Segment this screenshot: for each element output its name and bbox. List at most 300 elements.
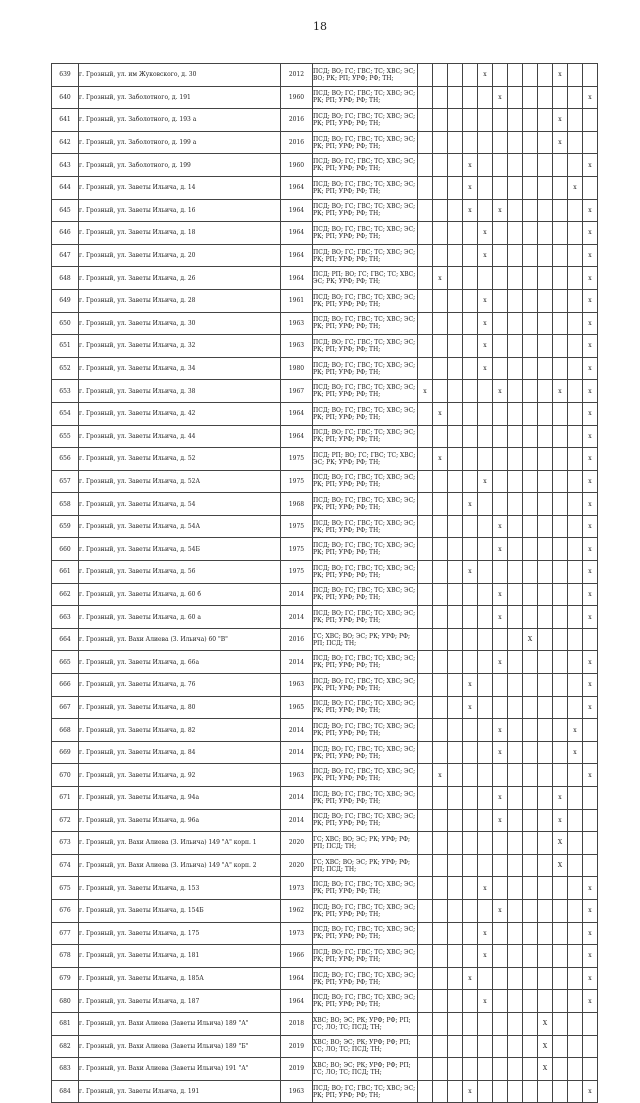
- year-mark-cell: [448, 764, 463, 787]
- year-cell: 1964: [281, 402, 313, 425]
- year-mark-cell: [538, 380, 553, 403]
- row-number-cell: 670: [52, 764, 79, 787]
- year-mark-cell: [433, 86, 448, 109]
- year-mark-cell: [448, 131, 463, 154]
- year-mark-cell: [418, 493, 433, 516]
- year-mark-cell: x: [553, 131, 568, 154]
- year-mark-cell: [433, 854, 448, 877]
- year-cell: 1966: [281, 945, 313, 968]
- year-mark-cell: x: [493, 606, 508, 629]
- work-codes-cell: ХВС; ВО; ЭС; РК; УРФ; РФ; РП; ГС; ЛО; ТС; ПСД; ТН;: [313, 1058, 418, 1081]
- year-mark-cell: [433, 131, 448, 154]
- year-mark-cell: [418, 945, 433, 968]
- year-mark-cell: [478, 561, 493, 584]
- address-cell: г. Грозный, ул. Заветы Ильича, д. 185А: [79, 967, 281, 990]
- year-mark-cell: [508, 922, 523, 945]
- year-mark-cell: [418, 628, 433, 651]
- year-mark-cell: [538, 493, 553, 516]
- table-row: [52, 222, 598, 245]
- address-cell: г. Грозный, ул. Заветы Ильича, д. 14: [79, 176, 281, 199]
- year-mark-cell: [538, 402, 553, 425]
- year-mark-cell: [418, 64, 433, 87]
- year-mark-cell: [523, 1058, 538, 1081]
- year-mark-cell: [433, 967, 448, 990]
- year-mark-cell: x: [583, 86, 598, 109]
- year-cell: 2014: [281, 809, 313, 832]
- year-mark-cell: x: [493, 86, 508, 109]
- year-mark-cell: [583, 64, 598, 87]
- year-mark-cell: [553, 696, 568, 719]
- row-number-cell: 677: [52, 922, 79, 945]
- work-codes-cell: ПСД; ВО; ГС; ГВС; ТС; ХВС; ЭС; РК; РП; УРФ; РФ; ТН;: [313, 357, 418, 380]
- year-mark-cell: x: [583, 606, 598, 629]
- year-mark-cell: [523, 515, 538, 538]
- year-mark-cell: [508, 990, 523, 1013]
- year-mark-cell: [508, 470, 523, 493]
- row-number-cell: 668: [52, 719, 79, 742]
- year-mark-cell: [553, 1012, 568, 1035]
- year-mark-cell: [463, 922, 478, 945]
- year-mark-cell: [493, 176, 508, 199]
- year-mark-cell: x: [583, 877, 598, 900]
- year-mark-cell: [478, 854, 493, 877]
- address-cell: г. Грозный, ул. Заветы Ильича, д. 181: [79, 945, 281, 968]
- year-mark-cell: [538, 741, 553, 764]
- year-mark-cell: x: [583, 335, 598, 358]
- year-mark-cell: [553, 741, 568, 764]
- year-mark-cell: [448, 628, 463, 651]
- year-mark-cell: [463, 515, 478, 538]
- year-mark-cell: [448, 199, 463, 222]
- year-mark-cell: [478, 154, 493, 177]
- year-cell: 1964: [281, 199, 313, 222]
- year-mark-cell: [523, 561, 538, 584]
- year-mark-cell: [523, 719, 538, 742]
- year-mark-cell: x: [478, 64, 493, 87]
- row-number-cell: 683: [52, 1058, 79, 1081]
- year-cell: 1973: [281, 922, 313, 945]
- year-mark-cell: [568, 651, 583, 674]
- year-mark-cell: [508, 131, 523, 154]
- year-mark-cell: [508, 741, 523, 764]
- year-cell: 1975: [281, 538, 313, 561]
- year-mark-cell: [553, 244, 568, 267]
- year-mark-cell: [418, 1035, 433, 1058]
- year-mark-cell: [478, 899, 493, 922]
- address-cell: г. Грозный, ул. Заветы Ильича, д. 34: [79, 357, 281, 380]
- year-mark-cell: [568, 86, 583, 109]
- year-mark-cell: [463, 470, 478, 493]
- year-mark-cell: [493, 267, 508, 290]
- year-mark-cell: [568, 470, 583, 493]
- year-cell: 1960: [281, 154, 313, 177]
- work-codes-cell: ПСД; ВО; ГС; ГВС; ТС; ХВС; ЭС; РК; РП; УРФ; РФ; ТН;: [313, 176, 418, 199]
- year-mark-cell: x: [463, 154, 478, 177]
- address-cell: г. Грозный, ул. Заболотного, д. 199 а: [79, 131, 281, 154]
- year-mark-cell: [508, 493, 523, 516]
- year-mark-cell: [508, 832, 523, 855]
- year-mark-cell: [508, 1080, 523, 1103]
- year-mark-cell: [448, 1012, 463, 1035]
- work-codes-cell: ГС; ХВС; ВО; ЭС; РК; УРФ; РФ; РП; ПСД; ТН;: [313, 832, 418, 855]
- row-number-cell: 659: [52, 515, 79, 538]
- table-row: [52, 199, 598, 222]
- year-mark-cell: [553, 448, 568, 471]
- year-mark-cell: [478, 651, 493, 674]
- address-cell: г. Грозный, ул. Заветы Ильича, д. 54Б: [79, 538, 281, 561]
- row-number-cell: 655: [52, 425, 79, 448]
- year-mark-cell: [523, 199, 538, 222]
- year-mark-cell: [508, 335, 523, 358]
- year-mark-cell: x: [493, 538, 508, 561]
- row-number-cell: 672: [52, 809, 79, 832]
- year-mark-cell: [568, 583, 583, 606]
- year-mark-cell: [523, 289, 538, 312]
- year-mark-cell: [493, 109, 508, 132]
- year-mark-cell: [568, 109, 583, 132]
- row-number-cell: 673: [52, 832, 79, 855]
- year-mark-cell: [418, 244, 433, 267]
- year-mark-cell: x: [493, 899, 508, 922]
- year-mark-cell: [433, 674, 448, 697]
- year-cell: 1975: [281, 448, 313, 471]
- year-mark-cell: [493, 335, 508, 358]
- year-mark-cell: [448, 787, 463, 810]
- year-mark-cell: [448, 741, 463, 764]
- row-number-cell: 676: [52, 899, 79, 922]
- row-number-cell: 648: [52, 267, 79, 290]
- year-mark-cell: x: [583, 222, 598, 245]
- year-mark-cell: [568, 493, 583, 516]
- row-number-cell: 681: [52, 1012, 79, 1035]
- year-mark-cell: [523, 357, 538, 380]
- row-number-cell: 674: [52, 854, 79, 877]
- work-codes-cell: ПСД; ВО; ГС; ГВС; ТС; ХВС; ЭС; РК; РП; УРФ; РФ; ТН;: [313, 764, 418, 787]
- table-row: [52, 606, 598, 629]
- row-number-cell: 640: [52, 86, 79, 109]
- row-number-cell: 662: [52, 583, 79, 606]
- year-mark-cell: [433, 606, 448, 629]
- year-mark-cell: [538, 154, 553, 177]
- year-mark-cell: [553, 764, 568, 787]
- work-codes-cell: ПСД; ВО; ГС; ГВС; ТС; ХВС; ЭС; РК; РП; УРФ; РФ; ТН;: [313, 425, 418, 448]
- year-mark-cell: [508, 854, 523, 877]
- year-mark-cell: [523, 64, 538, 87]
- address-cell: г. Грозный, ул. Заболотного, д. 191: [79, 86, 281, 109]
- year-mark-cell: [418, 1080, 433, 1103]
- work-codes-cell: ПСД; ВО; ГС; ГВС; ТС; ХВС; ЭС; РК; РП; УРФ; РФ; ТН;: [313, 651, 418, 674]
- year-mark-cell: [448, 425, 463, 448]
- work-codes-cell: ПСД; ВО; ГС; ГВС; ТС; ХВС; ЭС; РК; РП; УРФ; РФ; ТН;: [313, 674, 418, 697]
- year-mark-cell: [463, 267, 478, 290]
- year-mark-cell: [568, 606, 583, 629]
- year-mark-cell: [553, 967, 568, 990]
- year-mark-cell: [508, 425, 523, 448]
- year-mark-cell: [448, 335, 463, 358]
- address-cell: г. Грозный, ул. Заветы Ильича, д. 54А: [79, 515, 281, 538]
- year-mark-cell: [508, 1035, 523, 1058]
- address-cell: г. Грозный, ул. Заветы Ильича, д. 38: [79, 380, 281, 403]
- year-mark-cell: [448, 832, 463, 855]
- year-mark-cell: [568, 131, 583, 154]
- year-mark-cell: [418, 312, 433, 335]
- work-codes-cell: ПСД; ВО; ГС; ГВС; ТС; ХВС; ЭС; РК; РП; УРФ; РФ; ТН;: [313, 380, 418, 403]
- table-row: [52, 809, 598, 832]
- row-number-cell: 671: [52, 787, 79, 810]
- year-mark-cell: [418, 787, 433, 810]
- work-codes-cell: ПСД; РП; ВО; ГС; ГВС; ТС; ХВС; ЭС; РК; УРФ; РФ; ТН;: [313, 267, 418, 290]
- year-mark-cell: [463, 312, 478, 335]
- year-cell: 2014: [281, 583, 313, 606]
- year-mark-cell: [478, 674, 493, 697]
- year-mark-cell: [538, 628, 553, 651]
- year-mark-cell: [508, 945, 523, 968]
- year-mark-cell: [523, 832, 538, 855]
- year-mark-cell: [538, 335, 553, 358]
- year-mark-cell: [523, 154, 538, 177]
- year-mark-cell: [418, 561, 433, 584]
- address-cell: г. Грозный, ул. Заветы Ильича, д. 52А: [79, 470, 281, 493]
- table-row: [52, 1080, 598, 1103]
- year-mark-cell: [538, 470, 553, 493]
- work-codes-cell: ПСД; ВО; ГС; ГВС; ТС; ХВС; ЭС; РК; РП; УРФ; РФ; ТН;: [313, 515, 418, 538]
- year-mark-cell: [433, 176, 448, 199]
- table-row: [52, 470, 598, 493]
- year-mark-cell: [568, 990, 583, 1013]
- year-mark-cell: [418, 448, 433, 471]
- year-mark-cell: [418, 719, 433, 742]
- year-mark-cell: [538, 109, 553, 132]
- year-cell: 2016: [281, 628, 313, 651]
- year-mark-cell: [448, 877, 463, 900]
- year-cell: 2014: [281, 741, 313, 764]
- year-mark-cell: [538, 606, 553, 629]
- year-mark-cell: [433, 583, 448, 606]
- year-mark-cell: [538, 131, 553, 154]
- year-mark-cell: [433, 64, 448, 87]
- year-mark-cell: x: [463, 493, 478, 516]
- year-mark-cell: [433, 899, 448, 922]
- year-mark-cell: [433, 719, 448, 742]
- year-mark-cell: [553, 945, 568, 968]
- year-mark-cell: [508, 312, 523, 335]
- year-mark-cell: [448, 990, 463, 1013]
- year-mark-cell: x: [478, 945, 493, 968]
- year-mark-cell: x: [463, 561, 478, 584]
- year-mark-cell: [568, 967, 583, 990]
- year-mark-cell: [448, 109, 463, 132]
- year-mark-cell: x: [583, 945, 598, 968]
- year-cell: 2014: [281, 719, 313, 742]
- year-mark-cell: [418, 854, 433, 877]
- year-mark-cell: [568, 899, 583, 922]
- year-mark-cell: [508, 583, 523, 606]
- year-mark-cell: x: [568, 719, 583, 742]
- work-codes-cell: ГС; ХВС; ВО; ЭС; РК; УРФ; РФ; РП; ПСД; ТН;: [313, 854, 418, 877]
- year-mark-cell: [568, 628, 583, 651]
- year-mark-cell: [433, 538, 448, 561]
- table-row: [52, 651, 598, 674]
- year-mark-cell: [463, 538, 478, 561]
- year-mark-cell: [508, 1058, 523, 1081]
- year-mark-cell: [463, 1035, 478, 1058]
- year-mark-cell: [493, 154, 508, 177]
- work-codes-cell: ПСД; ВО; ГС; ГВС; ТС; ХВС; ЭС; РК; РП; УРФ; РФ; ТН;: [313, 967, 418, 990]
- year-mark-cell: [523, 854, 538, 877]
- year-mark-cell: [463, 583, 478, 606]
- year-mark-cell: [508, 357, 523, 380]
- year-mark-cell: [493, 1058, 508, 1081]
- year-mark-cell: [508, 764, 523, 787]
- year-mark-cell: [538, 764, 553, 787]
- year-mark-cell: [493, 312, 508, 335]
- year-mark-cell: x: [553, 64, 568, 87]
- year-mark-cell: [553, 154, 568, 177]
- year-mark-cell: [553, 267, 568, 290]
- year-mark-cell: [523, 470, 538, 493]
- year-mark-cell: [493, 832, 508, 855]
- work-codes-cell: ПСД; ВО; ГС; ГВС; ТС; ХВС; ЭС; РК; РП; УРФ; РФ; ТН;: [313, 86, 418, 109]
- table-row: [52, 922, 598, 945]
- year-cell: 1980: [281, 357, 313, 380]
- year-mark-cell: [493, 64, 508, 87]
- address-cell: г. Грозный, ул. Заветы Ильича, д. 175: [79, 922, 281, 945]
- address-cell: г. Грозный, ул. Заветы Ильича, д. 92: [79, 764, 281, 787]
- row-number-cell: 682: [52, 1035, 79, 1058]
- year-mark-cell: [553, 877, 568, 900]
- table-row: [52, 674, 598, 697]
- year-mark-cell: [553, 719, 568, 742]
- year-mark-cell: [523, 945, 538, 968]
- year-mark-cell: [553, 176, 568, 199]
- year-mark-cell: [568, 515, 583, 538]
- year-mark-cell: [523, 787, 538, 810]
- year-mark-cell: x: [583, 922, 598, 945]
- table-row: [52, 64, 598, 87]
- year-mark-cell: [433, 154, 448, 177]
- row-number-cell: 641: [52, 109, 79, 132]
- year-mark-cell: [553, 222, 568, 245]
- year-mark-cell: [448, 448, 463, 471]
- year-mark-cell: [538, 86, 553, 109]
- year-mark-cell: [478, 515, 493, 538]
- work-codes-cell: ПСД; ВО; ГС; ГВС; ТС; ХВС; ЭС; РК; РП; УРФ; РФ; ТН;: [313, 199, 418, 222]
- year-mark-cell: [478, 402, 493, 425]
- year-mark-cell: [418, 402, 433, 425]
- year-mark-cell: x: [478, 877, 493, 900]
- table-row: [52, 787, 598, 810]
- year-cell: 2020: [281, 854, 313, 877]
- year-mark-cell: [508, 64, 523, 87]
- address-cell: г. Грозный, ул. Вахи Алиева (Заветы Ильича) 191 "А": [79, 1058, 281, 1081]
- year-cell: 1975: [281, 470, 313, 493]
- work-codes-cell: ПСД; ВО; ГС; ГВС; ТС; ХВС; ЭС; РК; РП; УРФ; РФ; ТН;: [313, 561, 418, 584]
- work-codes-cell: ПСД; ВО; ГС; ГВС; ТС; ХВС; ЭС; РК; РП; УРФ; РФ; ТН;: [313, 696, 418, 719]
- year-mark-cell: [433, 832, 448, 855]
- year-mark-cell: [478, 1035, 493, 1058]
- year-mark-cell: [493, 131, 508, 154]
- year-mark-cell: [568, 1035, 583, 1058]
- year-mark-cell: [448, 583, 463, 606]
- year-mark-cell: [463, 877, 478, 900]
- year-mark-cell: [568, 312, 583, 335]
- year-mark-cell: [583, 131, 598, 154]
- table-row: [52, 244, 598, 267]
- year-mark-cell: [433, 312, 448, 335]
- year-mark-cell: [493, 877, 508, 900]
- year-mark-cell: [493, 402, 508, 425]
- year-mark-cell: [433, 787, 448, 810]
- year-mark-cell: [583, 1035, 598, 1058]
- year-mark-cell: [433, 380, 448, 403]
- year-mark-cell: [523, 741, 538, 764]
- year-mark-cell: [523, 131, 538, 154]
- year-mark-cell: [418, 154, 433, 177]
- year-cell: 2016: [281, 131, 313, 154]
- table-row: [52, 1012, 598, 1035]
- address-cell: г. Грозный, ул. Вахи Алиева (Заветы Ильича) 189 "Б": [79, 1035, 281, 1058]
- year-mark-cell: [523, 696, 538, 719]
- year-mark-cell: x: [583, 357, 598, 380]
- year-mark-cell: [553, 425, 568, 448]
- year-mark-cell: [508, 515, 523, 538]
- year-mark-cell: [463, 1012, 478, 1035]
- year-mark-cell: x: [583, 289, 598, 312]
- row-number-cell: 656: [52, 448, 79, 471]
- year-mark-cell: x: [433, 267, 448, 290]
- year-mark-cell: [448, 380, 463, 403]
- year-mark-cell: [418, 357, 433, 380]
- year-mark-cell: [583, 1058, 598, 1081]
- year-cell: 1962: [281, 899, 313, 922]
- row-number-cell: 639: [52, 64, 79, 87]
- year-mark-cell: [418, 131, 433, 154]
- row-number-cell: 645: [52, 199, 79, 222]
- address-cell: г. Грозный, ул. Заветы Ильича, д. 191: [79, 1080, 281, 1103]
- year-mark-cell: [463, 402, 478, 425]
- work-codes-cell: ГС; ХВС; ВО; ЭС; РК; УРФ; РФ; РП; ПСД; ТН;: [313, 628, 418, 651]
- year-cell: 1965: [281, 696, 313, 719]
- year-mark-cell: [493, 922, 508, 945]
- row-number-cell: 654: [52, 402, 79, 425]
- year-mark-cell: [553, 990, 568, 1013]
- year-mark-cell: x: [463, 176, 478, 199]
- year-mark-cell: [508, 967, 523, 990]
- year-mark-cell: [478, 267, 493, 290]
- row-number-cell: 669: [52, 741, 79, 764]
- year-mark-cell: [463, 380, 478, 403]
- work-codes-cell: ПСД; ВО; ГС; ГВС; ТС; ХВС; ЭС; РК; РП; УРФ; РФ; ТН;: [313, 922, 418, 945]
- year-mark-cell: [568, 922, 583, 945]
- year-mark-cell: [523, 425, 538, 448]
- year-mark-cell: [538, 719, 553, 742]
- year-cell: 2012: [281, 64, 313, 87]
- year-mark-cell: [433, 1035, 448, 1058]
- year-mark-cell: [463, 651, 478, 674]
- year-mark-cell: [523, 1080, 538, 1103]
- year-mark-cell: [478, 493, 493, 516]
- year-mark-cell: [538, 787, 553, 810]
- table-row: [52, 335, 598, 358]
- year-mark-cell: x: [463, 967, 478, 990]
- year-mark-cell: [568, 787, 583, 810]
- year-mark-cell: [568, 945, 583, 968]
- year-mark-cell: [508, 606, 523, 629]
- year-mark-cell: [448, 222, 463, 245]
- year-mark-cell: [478, 131, 493, 154]
- year-mark-cell: [433, 244, 448, 267]
- year-mark-cell: [448, 470, 463, 493]
